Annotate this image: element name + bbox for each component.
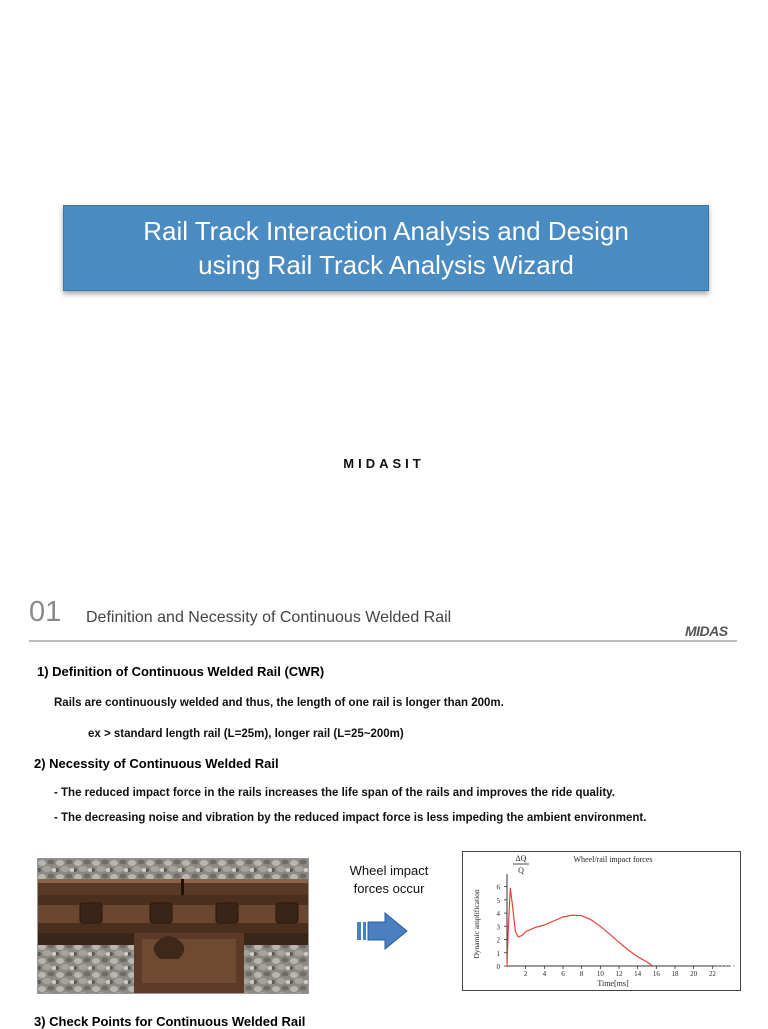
series-line [507,888,653,966]
impact-caption [335,862,443,898]
definition-example: ex > standard length rail (L=25m), longer rail (L=25~200m) [88,728,404,740]
y-axis-label: Dynamic amplification [472,889,481,959]
header-divider [29,640,737,642]
necessity-bullet-1: - The reduced impact force in the rails increases the life span of the rails and improves the ride quality. [54,787,615,799]
chart-title: Wheel/rail impact forces [573,855,653,864]
formula-denominator: Q [518,866,524,875]
x-tick-label: 20 [690,970,698,978]
title-box [63,205,709,291]
heading-necessity: 2) Necessity of Continuous Welded Rail [34,756,279,771]
x-tick-label: 14 [634,970,642,978]
formula-numerator: ΔQ [515,854,527,863]
rail-joint-photo [37,858,309,994]
title-line-1: Rail Track Interaction Analysis and Design [143,216,629,246]
y-tick-label: 2 [496,936,500,945]
x-tick-label: 16 [652,970,660,978]
chart-canvas [463,852,740,990]
x-tick-label: 22 [708,970,716,978]
right-arrow-icon [357,912,409,950]
x-tick-label: 12 [615,970,623,978]
impact-force-chart [462,851,741,991]
x-tick-label: 6 [561,970,565,978]
definition-text: Rails are continuously welded and thus, the length of one rail is longer than 200m. [54,697,504,709]
impact-line-2: forces occur [353,881,425,896]
y-tick-label: 5 [496,896,500,905]
y-tick-label: 6 [496,883,500,892]
x-tick-label: 2 [523,970,528,978]
x-tick-label: 8 [579,970,584,978]
section-title: Definition and Necessity of Continuous Welded Rail [86,609,452,626]
title-line-2: using Rail Track Analysis Wizard [198,250,574,280]
x-axis-label: Time[ms] [597,979,629,988]
heading-definition: 1) Definition of Continuous Welded Rail (CWR) [37,664,325,679]
y-tick-label: 1 [496,949,500,958]
y-tick-label: 0 [496,963,500,971]
y-tick-label: 3 [496,923,500,932]
necessity-bullet-2: - The decreasing noise and vibration by the reduced impact force is less impeding the ambient environment. [54,812,647,824]
x-tick-label: 18 [671,970,679,978]
midas-logo: MIDAS [685,623,728,639]
company-name: MIDASIT [343,456,425,471]
x-tick-label: 10 [596,970,604,978]
section-number: 01 [29,596,62,628]
y-tick-label: 4 [496,910,500,919]
impact-line-1: Wheel impact [349,863,429,878]
heading-check-points: 3) Check Points for Continuous Welded Rail [34,1014,306,1029]
x-tick-label: 4 [542,970,547,978]
